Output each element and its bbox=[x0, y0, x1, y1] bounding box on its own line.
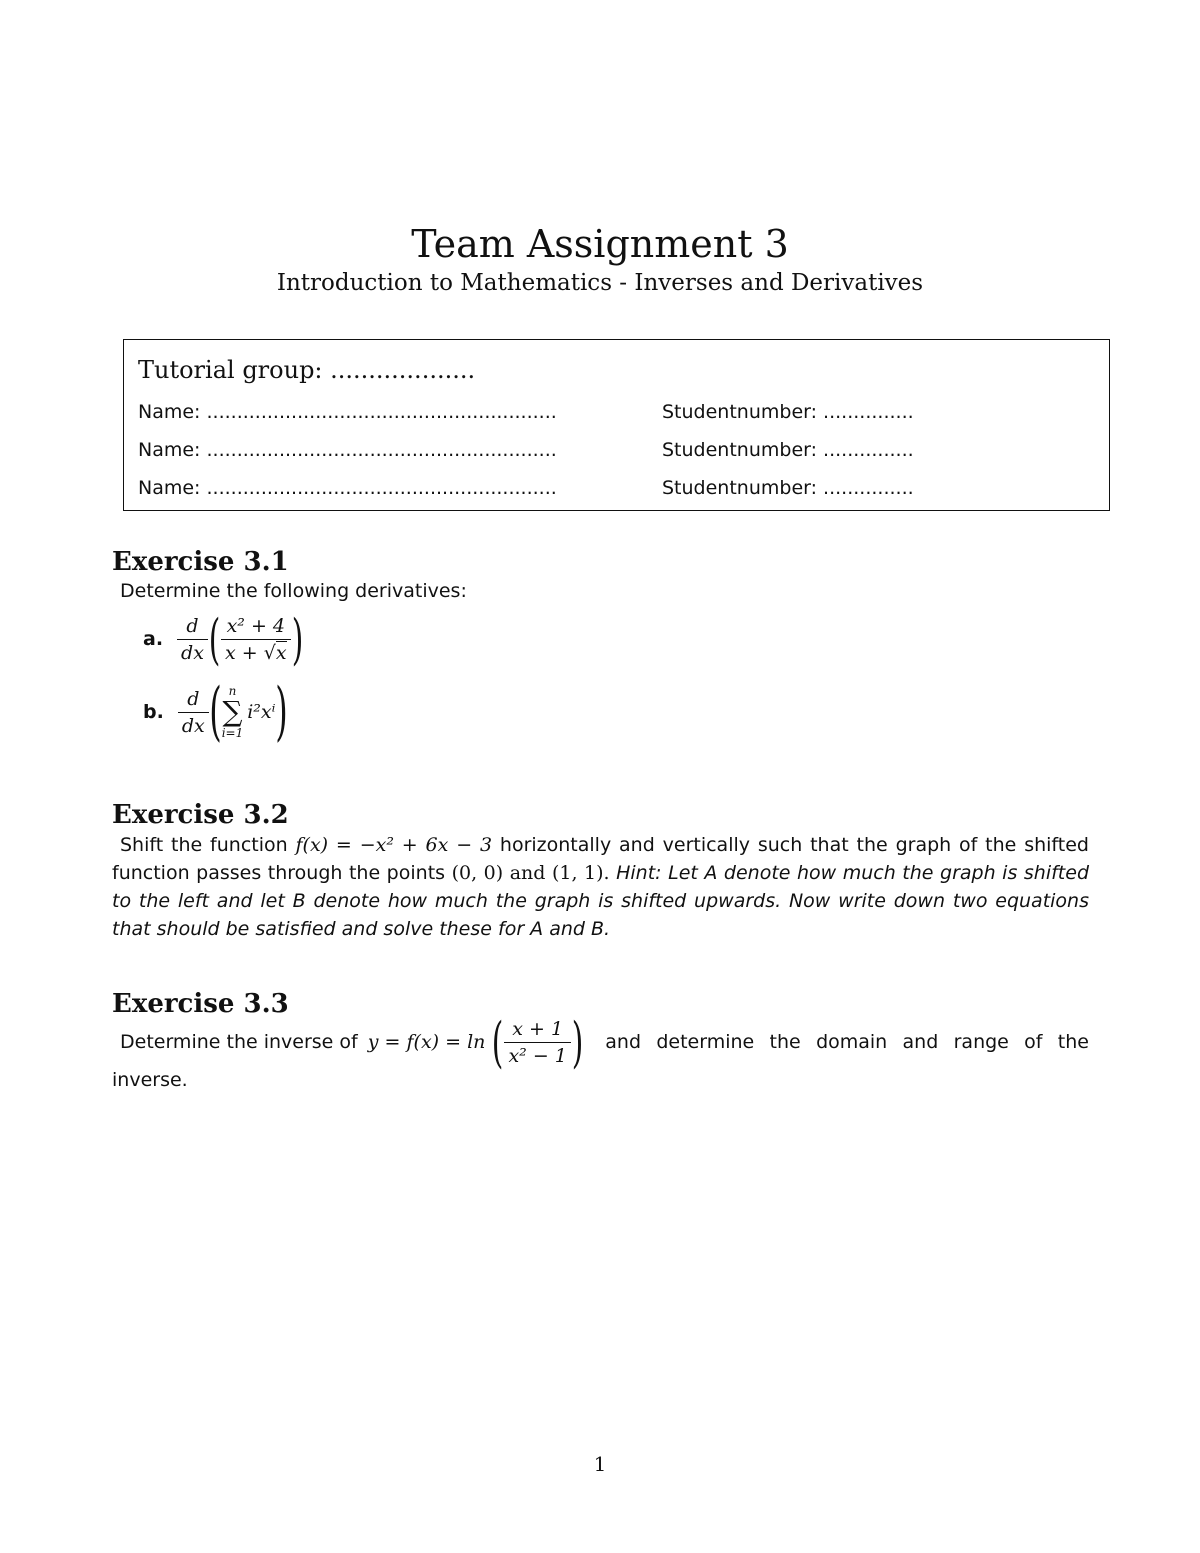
studentnumber-field-3: Studentnumber: ............... bbox=[662, 477, 914, 499]
name-field-2: Name: .......................................................... bbox=[138, 439, 557, 461]
tutorial-group-field: Tutorial group: ................... bbox=[138, 356, 476, 384]
exercise-3-1-intro bbox=[112, 578, 1089, 604]
ex3-text-after: and determine the domain and range of the bbox=[589, 1031, 1089, 1053]
sqrt-symbol: √ bbox=[263, 641, 276, 664]
ex2-points: (0, 0) and (1, 1). bbox=[451, 862, 610, 884]
exercise-3-3-title: Exercise 3.3 bbox=[112, 989, 289, 1019]
ex3-formula-lhs: y = f(x) = ln bbox=[367, 1031, 486, 1053]
sum-lower-limit: i=1 bbox=[221, 726, 244, 740]
d-numerator: d bbox=[186, 614, 199, 637]
d-numerator: d bbox=[187, 687, 200, 710]
ex2-formula: f(x) = −x² + 6x − 3 bbox=[295, 834, 493, 856]
sigma-icon: ∑ bbox=[222, 695, 243, 728]
sqrt-arg: x bbox=[275, 641, 287, 664]
fraction-a bbox=[221, 613, 291, 666]
exercise-3-3-body bbox=[112, 1012, 1089, 1072]
exercise-3-3-wrap: inverse. bbox=[112, 1069, 188, 1091]
dx-denominator: dx bbox=[177, 639, 208, 666]
name-field-3: Name: .......................................................... bbox=[138, 477, 557, 499]
ex3-text-before: Determine the inverse of bbox=[120, 1031, 364, 1053]
studentnumber-field-1: Studentnumber: ............... bbox=[662, 401, 914, 423]
right-paren: ) bbox=[275, 675, 289, 749]
right-paren: ) bbox=[571, 1010, 584, 1074]
ex2-hint: Hint: Let A denote how much the graph is shifted to the left and let B denote how much the graph is shifted upwards. Now write down two equations that should be satisfied and solve these for A and B. bbox=[112, 862, 1089, 940]
exercise-3-1-b bbox=[143, 676, 288, 748]
name-field-1: Name: .......................................................... bbox=[138, 401, 557, 423]
den-x-plus: x + bbox=[225, 641, 258, 664]
right-paren: ) bbox=[291, 607, 303, 671]
exercise-3-2-title: Exercise 3.2 bbox=[112, 800, 289, 830]
ex3-fraction-numerator: x + 1 bbox=[512, 1017, 564, 1040]
document-title: Team Assignment 3 bbox=[411, 222, 789, 266]
dx-denominator: dx bbox=[178, 712, 209, 739]
left-paren: ( bbox=[208, 675, 222, 749]
ex3-fraction-denominator: x² − 1 bbox=[504, 1042, 570, 1069]
fraction-a-denominator bbox=[221, 639, 291, 666]
exercise-3-1-title: Exercise 3.1 bbox=[112, 547, 289, 577]
document-subtitle: Introduction to Mathematics - Inverses and Derivatives bbox=[276, 270, 924, 296]
sum-term: i²xⁱ bbox=[247, 701, 276, 723]
left-paren: ( bbox=[492, 1010, 504, 1074]
fraction-a-numerator: x² + 4 bbox=[226, 614, 285, 637]
left-paren: ( bbox=[208, 607, 221, 671]
exercise-3-1-intro-text: Determine the following derivatives: bbox=[120, 580, 467, 602]
ex2-text-before: Shift the function bbox=[120, 834, 296, 856]
page-number: 1 bbox=[593, 1452, 607, 1476]
item-label-b: b. bbox=[143, 701, 164, 723]
d-dx-operator-a bbox=[177, 613, 208, 666]
summation bbox=[222, 684, 244, 740]
studentnumber-field-2: Studentnumber: ............... bbox=[662, 439, 914, 461]
exercise-3-1-a bbox=[143, 608, 304, 670]
item-label-a: a. bbox=[143, 628, 164, 650]
exercise-3-2-body bbox=[112, 831, 1089, 943]
ex2-text-mid: horizontally and vertically such that the graph of the shifted function passes through the points bbox=[112, 834, 1089, 884]
sum-upper-limit: n bbox=[228, 684, 237, 698]
ex3-fraction bbox=[504, 1016, 570, 1069]
d-dx-operator-b bbox=[178, 686, 209, 739]
